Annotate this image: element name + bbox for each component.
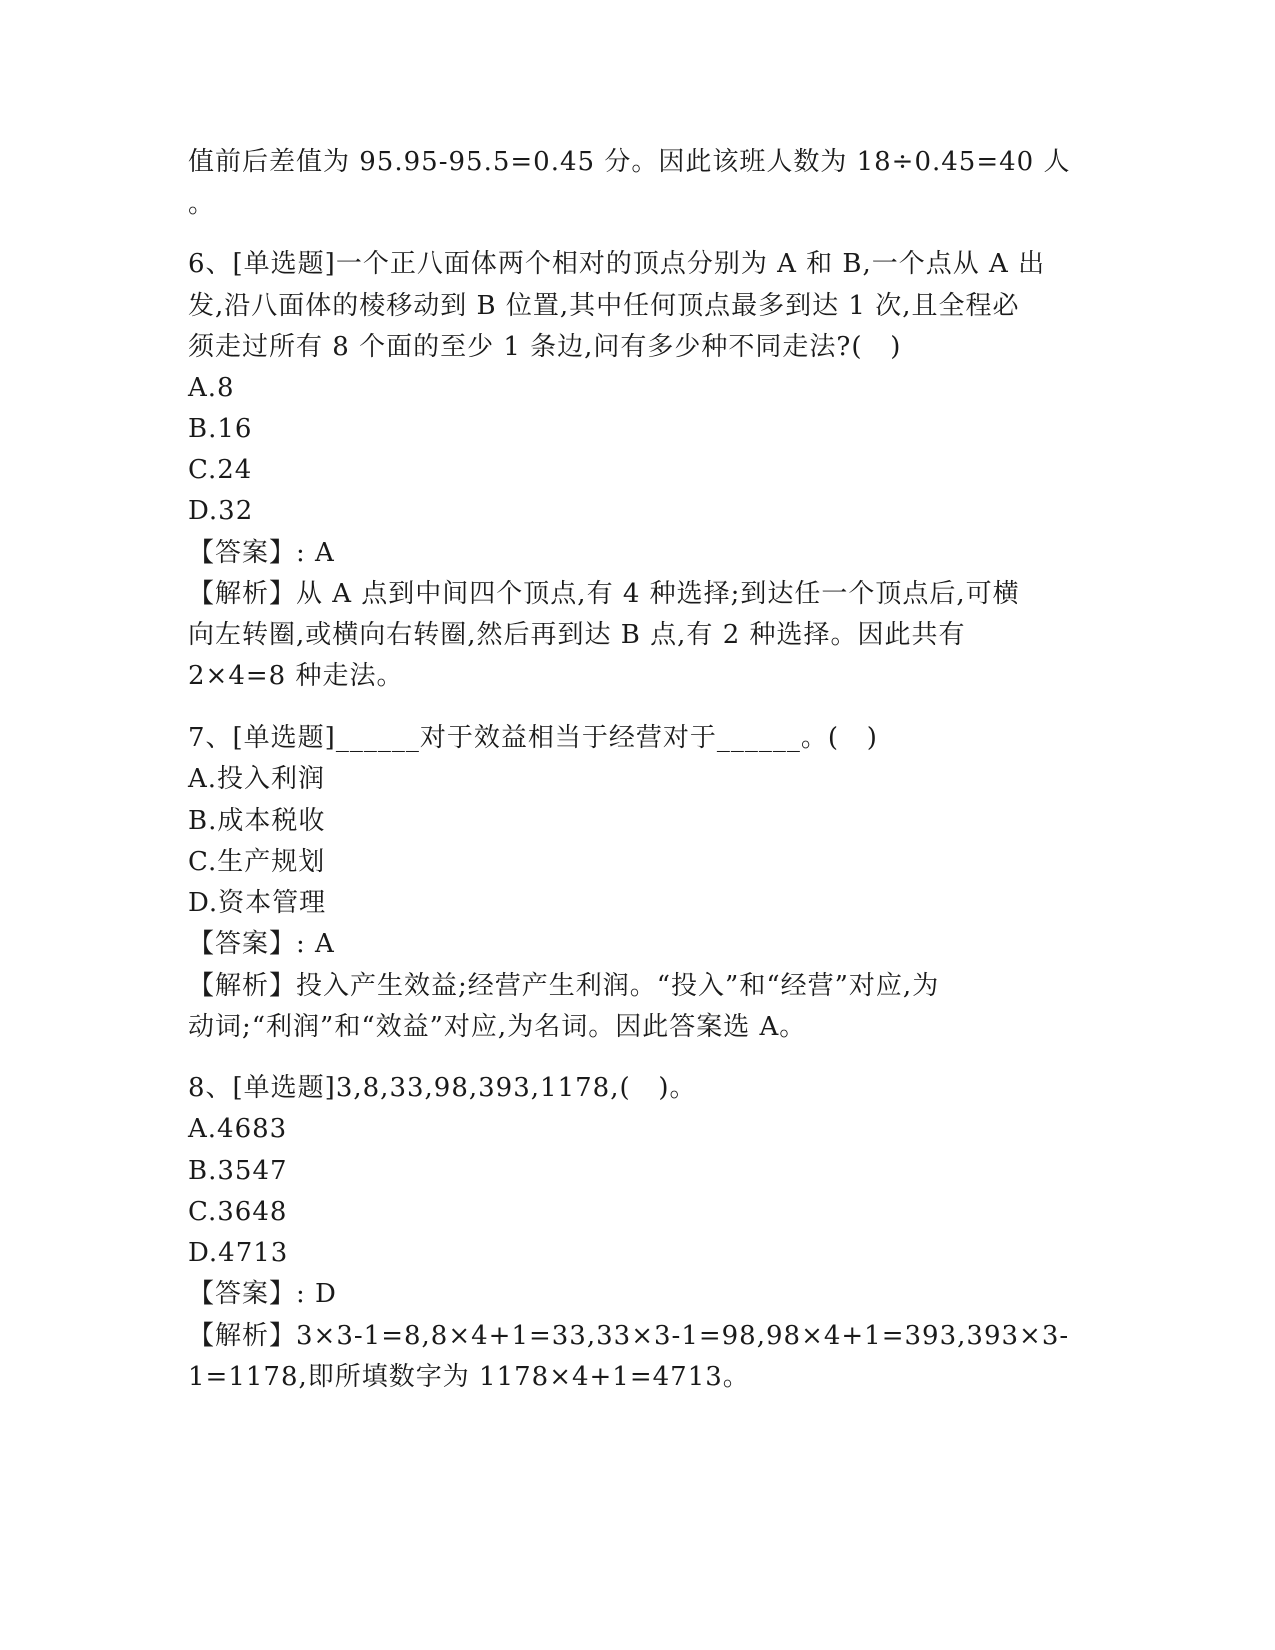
q7-explanation-line-2: 动词;“利润”和“效益”对应,为名词。因此答案选 A。 [188, 1012, 807, 1042]
q6-answer: 【答案】: A [188, 538, 335, 568]
q6-explanation-line-1: 【解析】从 A 点到中间四个顶点,有 4 种选择;到达任一个顶点后,可横 [188, 579, 1020, 609]
q8-option-b: B.3547 [188, 1156, 288, 1186]
q8-explanation-line-2: 1=1178,即所填数字为 1178×4+1=4713。 [188, 1362, 750, 1392]
q8-option-a: A.4683 [188, 1114, 288, 1144]
q6-option-c: C.24 [188, 455, 253, 485]
prev-explanation-line-2: 。 [188, 189, 216, 219]
q6-stem-line-2: 发,沿八面体的棱移动到 B 位置,其中任何顶点最多到达 1 次,且全程必 [188, 291, 1020, 321]
q6-explanation-line-2: 向左转圈,或横向右转圈,然后再到达 B 点,有 2 种选择。因此共有 [188, 620, 966, 650]
q7-option-a: A.投入利润 [188, 764, 326, 794]
q6-stem-line-3: 须走过所有 8 个面的至少 1 条边,问有多少种不同走法?( ) [188, 332, 902, 362]
q7-stem-line-1: 7、[单选题]______对于效益相当于经营对于______。( ) [188, 723, 878, 753]
q6-explanation-line-3: 2×4=8 种走法。 [188, 661, 404, 691]
q7-option-c: C.生产规划 [188, 847, 326, 877]
q8-option-d: D.4713 [188, 1238, 289, 1268]
q6-option-b: B.16 [188, 414, 253, 444]
q6-stem-line-1: 6、[单选题]一个正八面体两个相对的顶点分别为 A 和 B,一个点从 A 出 [188, 249, 1046, 279]
q6-option-a: A.8 [188, 373, 235, 403]
q7-option-d: D.资本管理 [188, 888, 327, 918]
prev-explanation-line-1: 值前后差值为 95.95-95.5=0.45 分。因此该班人数为 18÷0.45=40 人 [188, 147, 1071, 177]
q7-answer: 【答案】: A [188, 929, 335, 959]
q7-option-b: B.成本税收 [188, 806, 326, 836]
q8-explanation-line-1: 【解析】3×3-1=8,8×4+1=33,33×3-1=98,98×4+1=393,393×3- [188, 1321, 1070, 1351]
q8-answer: 【答案】: D [188, 1279, 337, 1309]
q6-option-d: D.32 [188, 496, 254, 526]
q7-explanation-line-1: 【解析】投入产生效益;经营产生利润。“投入”和“经营”对应,为 [188, 971, 940, 1001]
q8-option-c: C.3648 [188, 1197, 288, 1227]
q8-stem-line-1: 8、[单选题]3,8,33,98,393,1178,( )。 [188, 1073, 697, 1103]
